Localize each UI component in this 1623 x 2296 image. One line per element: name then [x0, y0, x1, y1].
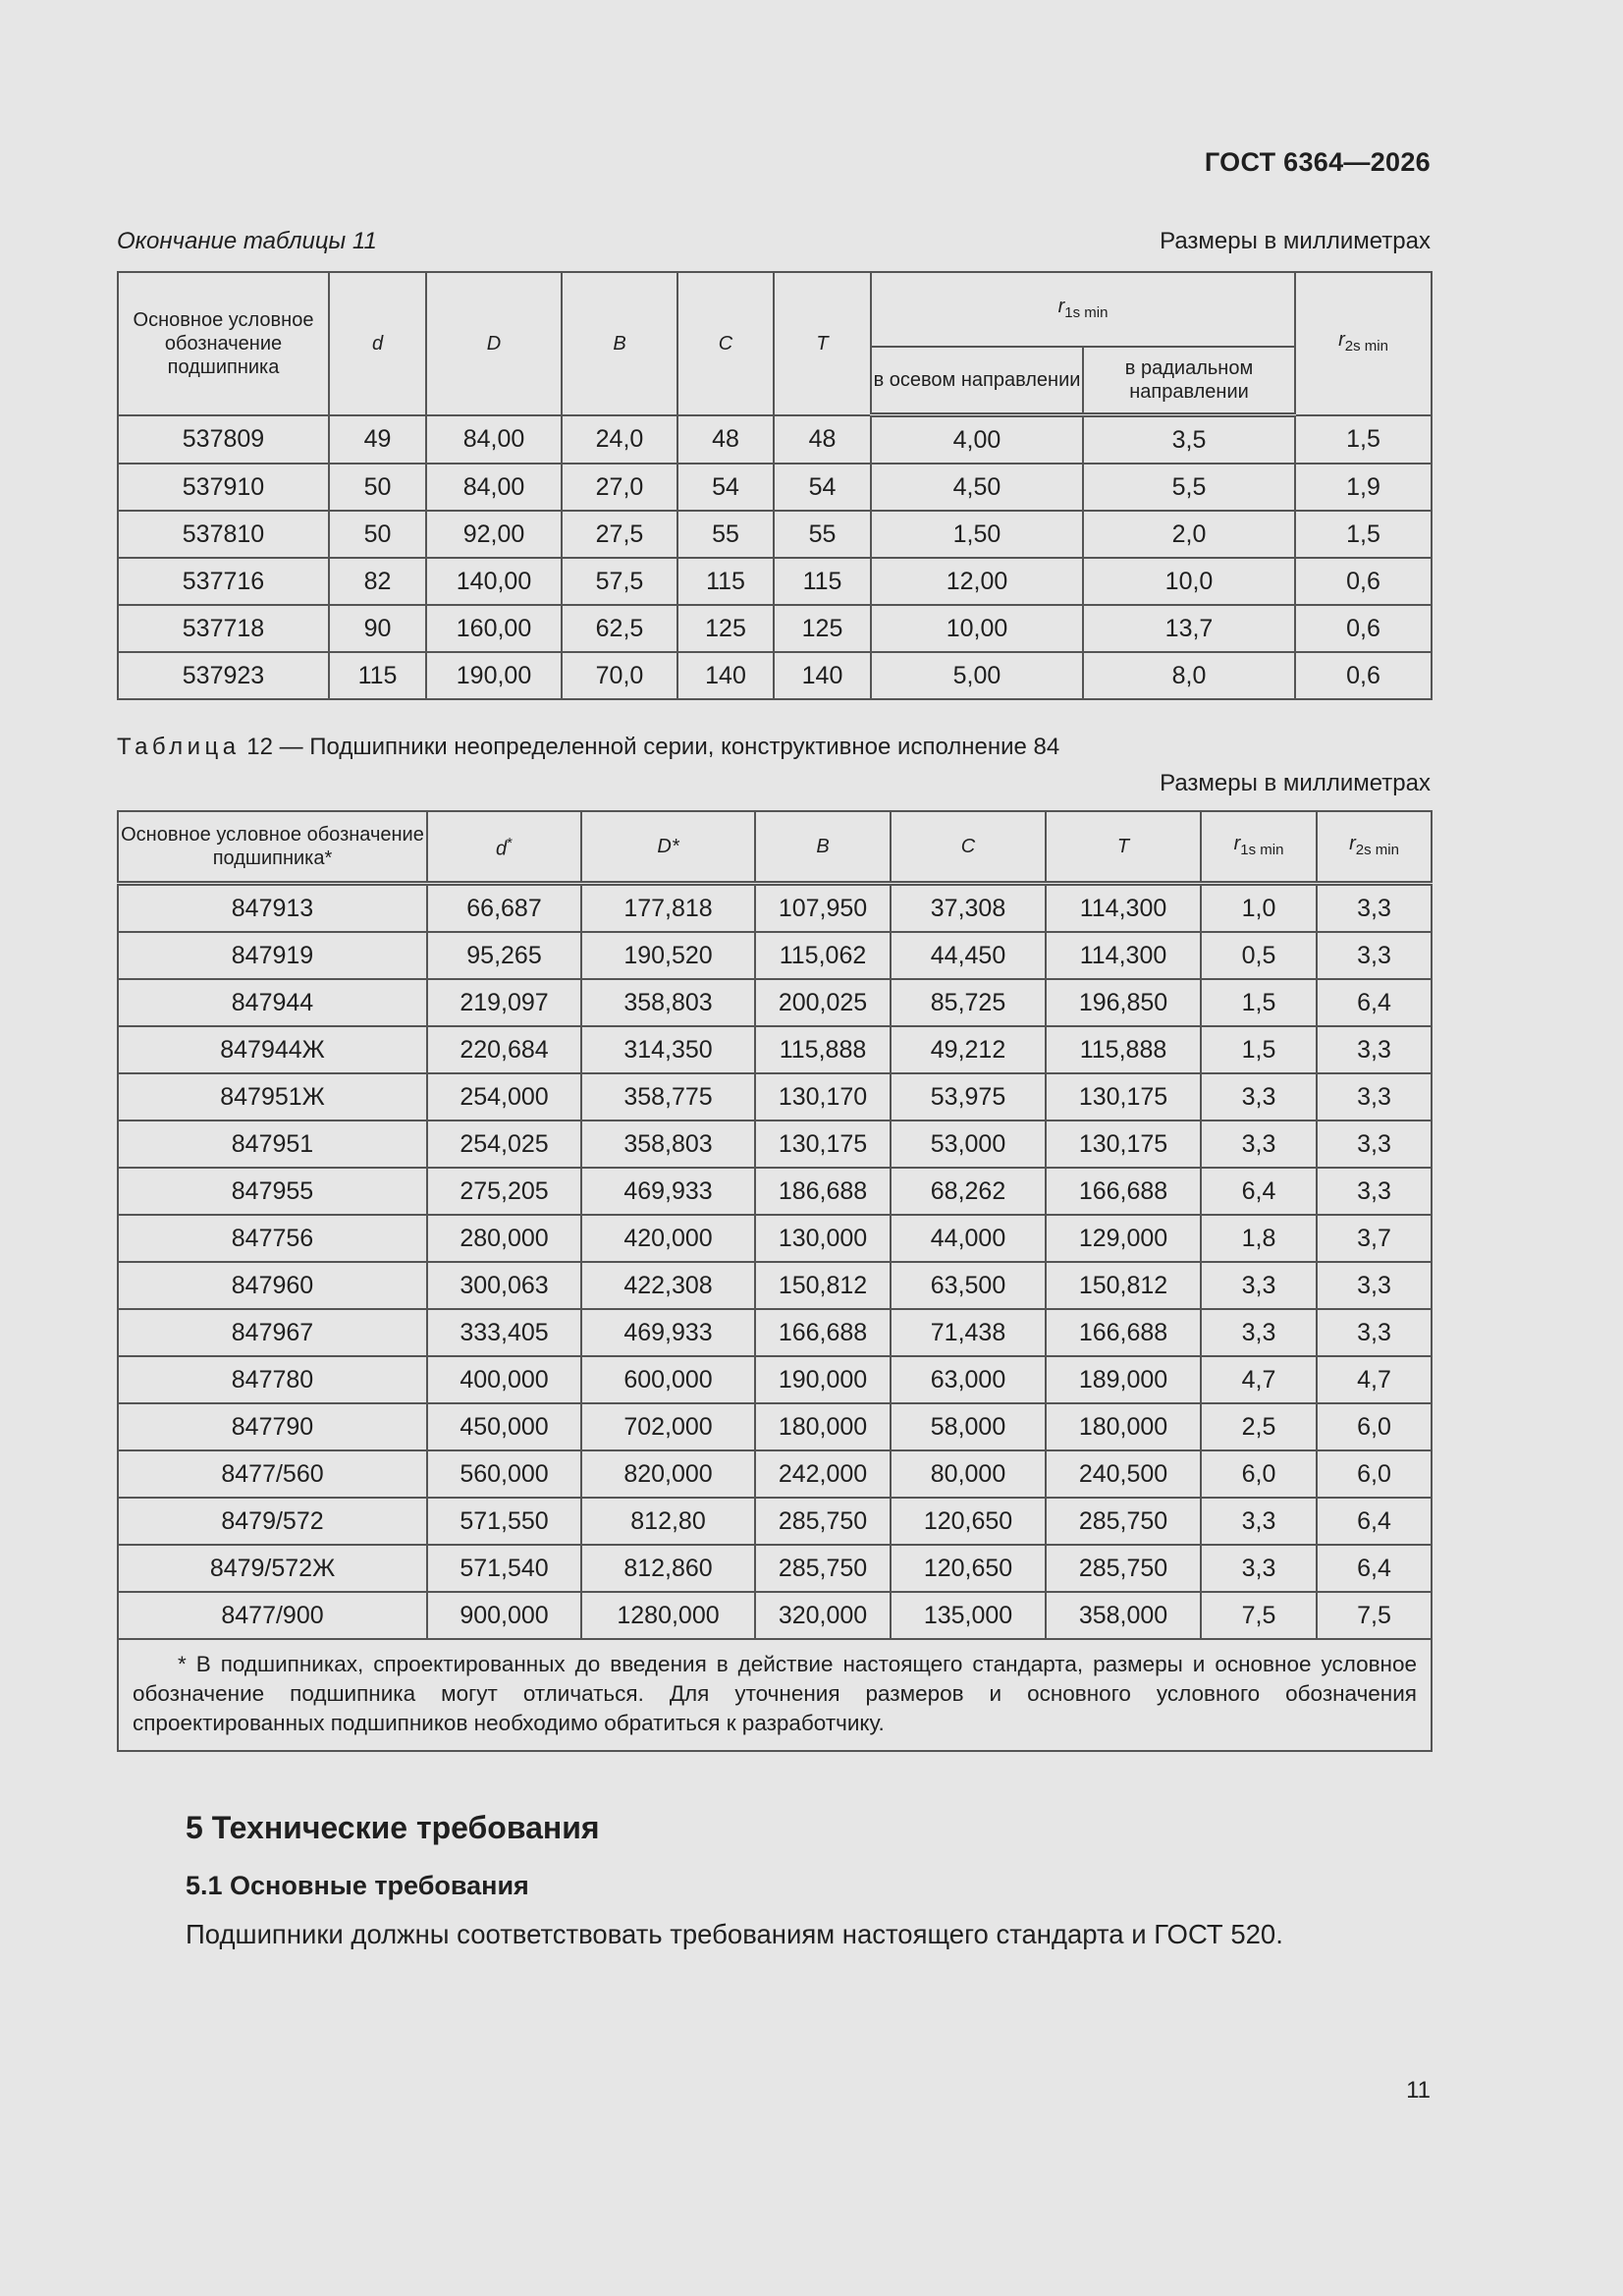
- table-cell: 190,520: [581, 932, 755, 979]
- header-C: C: [891, 811, 1046, 884]
- table-row: [118, 1309, 1432, 1356]
- table-cell: 847790: [118, 1403, 427, 1450]
- table-row: [118, 1545, 1432, 1592]
- table-row: [118, 511, 1432, 558]
- table-cell: 55: [677, 511, 774, 558]
- table-cell: 3,3: [1317, 1121, 1432, 1168]
- table-cell: 333,405: [427, 1309, 581, 1356]
- table-cell: 358,775: [581, 1073, 755, 1121]
- table-cell: 180,000: [1046, 1403, 1201, 1450]
- table-cell: 3,3: [1201, 1073, 1317, 1121]
- table-cell: 3,5: [1083, 415, 1295, 465]
- table-cell: 3,3: [1201, 1545, 1317, 1592]
- table-cell: 44,000: [891, 1215, 1046, 1262]
- table-cell: 166,688: [1046, 1168, 1201, 1215]
- table-cell: 537716: [118, 558, 329, 605]
- table-row: [118, 1592, 1432, 1639]
- table-cell: 12,00: [871, 558, 1083, 605]
- table-cell: 3,3: [1201, 1121, 1317, 1168]
- table-cell: 8479/572Ж: [118, 1545, 427, 1592]
- table-cell: 160,00: [426, 605, 562, 652]
- table-cell: 0,5: [1201, 932, 1317, 979]
- table-cell: 48: [774, 415, 871, 465]
- table-cell: 847919: [118, 932, 427, 979]
- table-cell: 240,500: [1046, 1450, 1201, 1498]
- table-cell: 3,3: [1317, 932, 1432, 979]
- table-cell: 1,5: [1201, 1026, 1317, 1073]
- table-cell: 13,7: [1083, 605, 1295, 652]
- table-cell: 1,8: [1201, 1215, 1317, 1262]
- header-C: C: [677, 272, 774, 415]
- table-cell: 0,6: [1295, 558, 1432, 605]
- table-cell: 189,000: [1046, 1356, 1201, 1403]
- table-row: [118, 1215, 1432, 1262]
- table-cell: 27,0: [562, 464, 677, 511]
- table-cell: 115,888: [1046, 1026, 1201, 1073]
- table-row: [118, 1073, 1432, 1121]
- table-cell: 600,000: [581, 1356, 755, 1403]
- table-cell: 3,3: [1317, 1262, 1432, 1309]
- header-r1s-min: $r_{1s min}$: [1201, 811, 1317, 884]
- table-cell: 50: [329, 464, 426, 511]
- table-cell: 135,000: [891, 1592, 1046, 1639]
- section-title: 5 Технические требования: [186, 1810, 600, 1845]
- table-cell: 3,3: [1317, 884, 1432, 933]
- table-cell: 63,500: [891, 1262, 1046, 1309]
- table-row: [118, 558, 1432, 605]
- table-cell: 1,9: [1295, 464, 1432, 511]
- table-cell: 44,450: [891, 932, 1046, 979]
- table-cell: 130,175: [755, 1121, 891, 1168]
- header-T: T: [1046, 811, 1201, 884]
- table-cell: 115,062: [755, 932, 891, 979]
- table-cell: 80,000: [891, 1450, 1046, 1498]
- table12-title: Таблица 12 — Подшипники неопределенной серии, конструктивное исполнение 84: [117, 734, 1060, 760]
- table-cell: 7,5: [1201, 1592, 1317, 1639]
- table-cell: 285,750: [755, 1545, 891, 1592]
- table-row: [118, 979, 1432, 1026]
- header-r1s-min: $r_{1s min}$: [871, 272, 1295, 347]
- page-number: 11: [1406, 2077, 1431, 2104]
- table-cell: 115,888: [755, 1026, 891, 1073]
- table-cell: 130,170: [755, 1073, 891, 1121]
- table-cell: 242,000: [755, 1450, 891, 1498]
- table-cell: 8,0: [1083, 652, 1295, 699]
- table-11: [117, 271, 1433, 700]
- table-cell: 571,540: [427, 1545, 581, 1592]
- header-B: B: [755, 811, 891, 884]
- table-cell: 130,175: [1046, 1073, 1201, 1121]
- table-cell: 3,3: [1317, 1026, 1432, 1073]
- table-cell: 320,000: [755, 1592, 891, 1639]
- table-cell: 3,3: [1317, 1309, 1432, 1356]
- header-d: d*: [427, 811, 581, 884]
- table-cell: 130,175: [1046, 1121, 1201, 1168]
- table-cell: 254,025: [427, 1121, 581, 1168]
- table-cell: 812,860: [581, 1545, 755, 1592]
- table-cell: 3,3: [1317, 1073, 1432, 1121]
- table-cell: 49: [329, 415, 426, 465]
- table-cell: 166,688: [755, 1309, 891, 1356]
- table-cell: 847756: [118, 1215, 427, 1262]
- table-cell: 130,000: [755, 1215, 891, 1262]
- table-cell: 847955: [118, 1168, 427, 1215]
- table-cell: 847913: [118, 884, 427, 933]
- table-cell: 422,308: [581, 1262, 755, 1309]
- table12-footnote: * В подшипниках, спроектированных до введения в действие настоящего стандарта, размеры и основное условное обозначение подшипника могут отличаться. Для уточнения размеров и основного условного обозначения спроектированных подшипников необходимо обратиться к разработчику.: [118, 1639, 1432, 1751]
- table-cell: 3,3: [1317, 1168, 1432, 1215]
- table-cell: 10,0: [1083, 558, 1295, 605]
- table-cell: 4,7: [1317, 1356, 1432, 1403]
- table-cell: 6,4: [1317, 979, 1432, 1026]
- table-row: [118, 1121, 1432, 1168]
- table-cell: 2,5: [1201, 1403, 1317, 1450]
- table-cell: 5,5: [1083, 464, 1295, 511]
- table-cell: 85,725: [891, 979, 1046, 1026]
- table-cell: 150,812: [1046, 1262, 1201, 1309]
- table-cell: 166,688: [1046, 1309, 1201, 1356]
- table-cell: 847951: [118, 1121, 427, 1168]
- table-cell: 1,0: [1201, 884, 1317, 933]
- table-cell: 1,5: [1295, 415, 1432, 465]
- table-cell: 115: [677, 558, 774, 605]
- table-cell: 114,300: [1046, 884, 1201, 933]
- table-cell: 6,0: [1201, 1450, 1317, 1498]
- table-row: [118, 464, 1432, 511]
- header-r2s-min: $r_{2s min}$: [1295, 272, 1432, 415]
- table-cell: 847951Ж: [118, 1073, 427, 1121]
- table-cell: 196,850: [1046, 979, 1201, 1026]
- table-cell: 3,3: [1201, 1498, 1317, 1545]
- table-cell: 537910: [118, 464, 329, 511]
- table-cell: 6,4: [1317, 1498, 1432, 1545]
- table-cell: 702,000: [581, 1403, 755, 1450]
- table-cell: 66,687: [427, 884, 581, 933]
- table-cell: 4,00: [871, 415, 1083, 465]
- table-cell: 190,000: [755, 1356, 891, 1403]
- table-row: [118, 1356, 1432, 1403]
- table-cell: 129,000: [1046, 1215, 1201, 1262]
- table-cell: 62,5: [562, 605, 677, 652]
- table-cell: 847780: [118, 1356, 427, 1403]
- table-cell: 63,000: [891, 1356, 1046, 1403]
- table-cell: 24,0: [562, 415, 677, 465]
- table11-units: Размеры в миллиметрах: [1160, 228, 1431, 254]
- table-cell: 186,688: [755, 1168, 891, 1215]
- table-cell: 8477/900: [118, 1592, 427, 1639]
- table-cell: 2,0: [1083, 511, 1295, 558]
- body-paragraph: Подшипники должны соответствовать требованиям настоящего стандарта и ГОСТ 520.: [186, 1919, 1283, 1949]
- header-D: D: [426, 272, 562, 415]
- table-cell: 0,6: [1295, 605, 1432, 652]
- table-cell: 285,750: [1046, 1545, 1201, 1592]
- table-cell: 54: [774, 464, 871, 511]
- table-row: [118, 1026, 1432, 1073]
- table-cell: 114,300: [1046, 932, 1201, 979]
- header-radial: в радиальном направлении: [1083, 347, 1295, 415]
- table-cell: 5,00: [871, 652, 1083, 699]
- table11-caption: Окончание таблицы 11: [117, 228, 377, 254]
- table-row: [118, 1403, 1432, 1450]
- table-cell: 537923: [118, 652, 329, 699]
- table-cell: 537718: [118, 605, 329, 652]
- table-cell: 1,5: [1201, 979, 1317, 1026]
- table-cell: 847960: [118, 1262, 427, 1309]
- table-row: [118, 1168, 1432, 1215]
- table-cell: 180,000: [755, 1403, 891, 1450]
- table-cell: 812,80: [581, 1498, 755, 1545]
- table-cell: 150,812: [755, 1262, 891, 1309]
- table-cell: 280,000: [427, 1215, 581, 1262]
- table-cell: 3,3: [1201, 1309, 1317, 1356]
- table-cell: 1,5: [1295, 511, 1432, 558]
- table-cell: 10,00: [871, 605, 1083, 652]
- table-cell: 82: [329, 558, 426, 605]
- header-D: D*: [581, 811, 755, 884]
- table-row: [118, 1450, 1432, 1498]
- table-cell: 254,000: [427, 1073, 581, 1121]
- table-cell: 537809: [118, 415, 329, 465]
- table-cell: 469,933: [581, 1168, 755, 1215]
- table-cell: 400,000: [427, 1356, 581, 1403]
- table-cell: 27,5: [562, 511, 677, 558]
- table-cell: 537810: [118, 511, 329, 558]
- table-row: [118, 605, 1432, 652]
- table-cell: 0,6: [1295, 652, 1432, 699]
- table-cell: 120,650: [891, 1498, 1046, 1545]
- table-row: [118, 415, 1432, 465]
- table-cell: 4,50: [871, 464, 1083, 511]
- table-cell: 220,684: [427, 1026, 581, 1073]
- table-cell: 6,0: [1317, 1403, 1432, 1450]
- table-12: [117, 810, 1433, 1752]
- table-cell: 560,000: [427, 1450, 581, 1498]
- table-cell: 57,5: [562, 558, 677, 605]
- table-cell: 900,000: [427, 1592, 581, 1639]
- table-cell: 358,803: [581, 979, 755, 1026]
- table-cell: 90: [329, 605, 426, 652]
- table-cell: 58,000: [891, 1403, 1046, 1450]
- table-cell: 3,3: [1201, 1262, 1317, 1309]
- table-cell: 107,950: [755, 884, 891, 933]
- header-r2s-min: $r_{2s min}$: [1317, 811, 1432, 884]
- table-cell: 4,7: [1201, 1356, 1317, 1403]
- table-cell: 70,0: [562, 652, 677, 699]
- table-row: [118, 884, 1432, 933]
- table-cell: 125: [774, 605, 871, 652]
- table-cell: 7,5: [1317, 1592, 1432, 1639]
- table-cell: 8477/560: [118, 1450, 427, 1498]
- table-cell: 571,550: [427, 1498, 581, 1545]
- header-designation: Основное условное обозначение подшипника: [118, 272, 329, 415]
- table-cell: 358,803: [581, 1121, 755, 1168]
- table-cell: 6,4: [1201, 1168, 1317, 1215]
- table-cell: 358,000: [1046, 1592, 1201, 1639]
- header-axial: в осевом направлении: [871, 347, 1083, 415]
- table-cell: 115: [329, 652, 426, 699]
- table-cell: 92,00: [426, 511, 562, 558]
- table-cell: 420,000: [581, 1215, 755, 1262]
- table-cell: 37,308: [891, 884, 1046, 933]
- table-cell: 140,00: [426, 558, 562, 605]
- header-designation: Основное условное обозначение подшипника*: [118, 811, 427, 884]
- table-cell: 190,00: [426, 652, 562, 699]
- table-cell: 53,975: [891, 1073, 1046, 1121]
- table-cell: 140: [677, 652, 774, 699]
- table-row: [118, 1498, 1432, 1545]
- table-cell: 6,0: [1317, 1450, 1432, 1498]
- header-d: d: [329, 272, 426, 415]
- table-cell: 125: [677, 605, 774, 652]
- table-cell: 8479/572: [118, 1498, 427, 1545]
- table-row: [118, 652, 1432, 699]
- table-cell: 1,50: [871, 511, 1083, 558]
- table-row: [118, 932, 1432, 979]
- table-cell: 49,212: [891, 1026, 1046, 1073]
- table-cell: 285,750: [755, 1498, 891, 1545]
- table-cell: 820,000: [581, 1450, 755, 1498]
- table-cell: 200,025: [755, 979, 891, 1026]
- table-cell: 1280,000: [581, 1592, 755, 1639]
- table-cell: 115: [774, 558, 871, 605]
- table-cell: 140: [774, 652, 871, 699]
- table-row: [118, 1262, 1432, 1309]
- table-cell: 847944: [118, 979, 427, 1026]
- table-cell: 84,00: [426, 464, 562, 511]
- table-cell: 847944Ж: [118, 1026, 427, 1073]
- table-cell: 95,265: [427, 932, 581, 979]
- table-cell: 275,205: [427, 1168, 581, 1215]
- header-T: T: [774, 272, 871, 415]
- table-cell: 68,262: [891, 1168, 1046, 1215]
- table-cell: 300,063: [427, 1262, 581, 1309]
- table-cell: 84,00: [426, 415, 562, 465]
- header-B: B: [562, 272, 677, 415]
- table-cell: 3,7: [1317, 1215, 1432, 1262]
- table-cell: 55: [774, 511, 871, 558]
- table-cell: 219,097: [427, 979, 581, 1026]
- table-cell: 120,650: [891, 1545, 1046, 1592]
- document-code: ГОСТ 6364—2026: [1204, 147, 1431, 177]
- table-cell: 54: [677, 464, 774, 511]
- table-cell: 314,350: [581, 1026, 755, 1073]
- table-cell: 71,438: [891, 1309, 1046, 1356]
- table-cell: 285,750: [1046, 1498, 1201, 1545]
- table-cell: 469,933: [581, 1309, 755, 1356]
- table-cell: 6,4: [1317, 1545, 1432, 1592]
- subsection-title: 5.1 Основные требования: [186, 1871, 529, 1900]
- table-cell: 53,000: [891, 1121, 1046, 1168]
- table-cell: 48: [677, 415, 774, 465]
- table-cell: 847967: [118, 1309, 427, 1356]
- table-cell: 50: [329, 511, 426, 558]
- table-cell: 177,818: [581, 884, 755, 933]
- table12-units: Размеры в миллиметрах: [1160, 770, 1431, 796]
- table-cell: 450,000: [427, 1403, 581, 1450]
